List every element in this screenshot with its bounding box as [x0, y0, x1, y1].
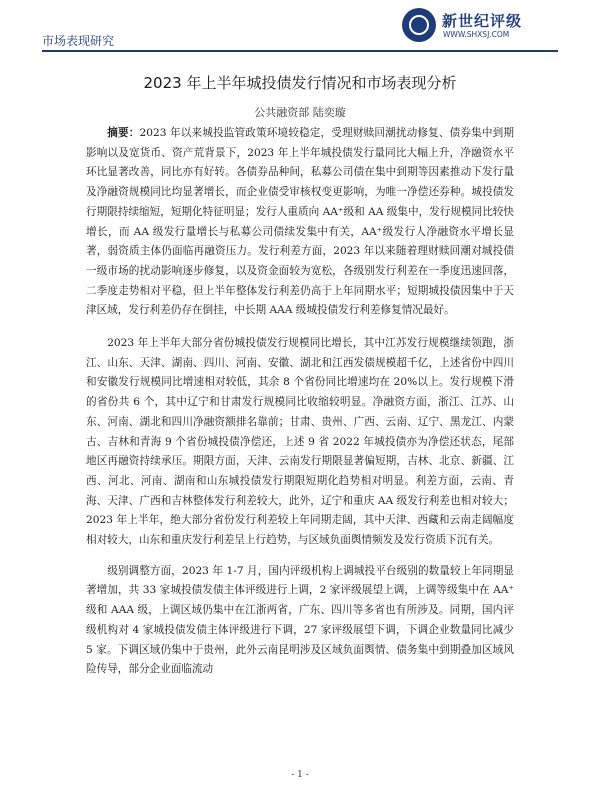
body-paragraph: 2023 年上半年大部分省份城投债发行规模同比增长，其中江苏发行规模继续领跑，浙江、山东、天津、湖南、四川、河南、安徽、湖北和江西发债规模超千亿，上述省份中四川和安徽发行规模同比增速相对较低，其余 8 个省份同比增速均在 20%以上。发行规模下滑的省份共 6 个，其中辽宁和甘肃发行规模同比收缩较明显。净融资方面，浙江、江苏、山东、河南、湖北和四川净融资额排名靠前；甘肃、贵州、广西、云南、辽宁、黑龙江、内蒙古、吉林和青海 9 个省份城投债净偿还，上述 9 省 2022 年城投债亦为净偿还状态，尾部地区再融资持续承压。期限方面，天津、云南发行期限显著偏短期，吉林、北京、新疆、江西、河北、河南、湖南和山东城投债发行期限短期化趋势相对明显。利差方面，云南、青海、天津、广西和吉林整体发行利差较大，此外，辽宁和重庆 AA 级发行利差也相对较大；2023 年上半年，绝大部分省份发行利差较上年同期走阔，其中天津、西藏和云南走阔幅度相对较大，山东和重庆发行利差呈上行趋势，与区域负面舆情频发及发行资质下沉有关。: [86, 337, 514, 547]
company-logo: [402, 8, 562, 44]
section-title: 市场表现研究: [42, 34, 115, 48]
header-divider: [42, 50, 558, 52]
document-title: 2023 年上半年城投债发行情况和市场表现分析: [143, 74, 457, 92]
globe-logo-icon: [402, 8, 436, 42]
page-number: - 1 -: [291, 770, 309, 780]
author-line: 公共融资部 陆奕璇: [254, 106, 346, 119]
page-header: [0, 0, 600, 56]
body-paragraph: 级别调整方面，2023 年 1-7 月，国内评级机构上调城投平台级别的数量较上年同期显著增加，共 33 家城投债发债主体评级进行上调，2 家评级展望上调，上调等级集中在 AA⁺级和 AAA 级，上调区域仍集中在江浙两省，广东、四川等多省也有所涉及。同期，国内评级机构对 4 家城投债发债主体评级进行下调，27 家评级展望下调，下调企业数量同比减少 5 家。下调区域仍集中于贵州，此外云南昆明涉及区域负面舆情、债务集中到期叠加区域风险传导，部分企业面临流动: [86, 564, 514, 676]
logo-name: 新世纪评级: [442, 12, 523, 30]
abstract-paragraph: [86, 124, 514, 321]
abstract-label: 摘要：: [107, 127, 140, 139]
abstract-text: 2023 年以来城投监管政策环境较稳定，受理财赎回潮扰动修复、债券集中到期影响以及宽货币、资产荒背景下，2023 年上半年城投债发行量同比大幅上升，净融资水平环比显著改善，同比亦有好转。各债券品种间，私募公司债在集中到期等因素推动下发行量及净融资规模同比均显著增长，而企业债受审核权变更影响，为唯一净偿还券种。城投债发行期限持续缩短，短期化特征明显；发行人重质向 AA⁺级和 AA 级集中，发行规模同比较快增长，而 AA 级发行量增长与私募公司债续发集中有关，AA⁺级发行人净融资水平增长显著，弱资质主体仍面临再融资压力。发行利差方面，2023 年以来随着理财赎回潮对城投债一级市场的扰动影响逐步修复，以及资金面较为宽松，各级别发行利差在一季度迅速回落，二季度走势相对平稳，但上半年整体发行利差仍高于上年同期水平；短期城投债因集中于天津区域，发行利差仍存在倒挂，中长期 AAA 级城投债发行利差修复情况最好。: [86, 127, 515, 317]
document-body: [86, 124, 514, 691]
logo-url: WWW.SHXSJ.COM: [443, 30, 510, 39]
